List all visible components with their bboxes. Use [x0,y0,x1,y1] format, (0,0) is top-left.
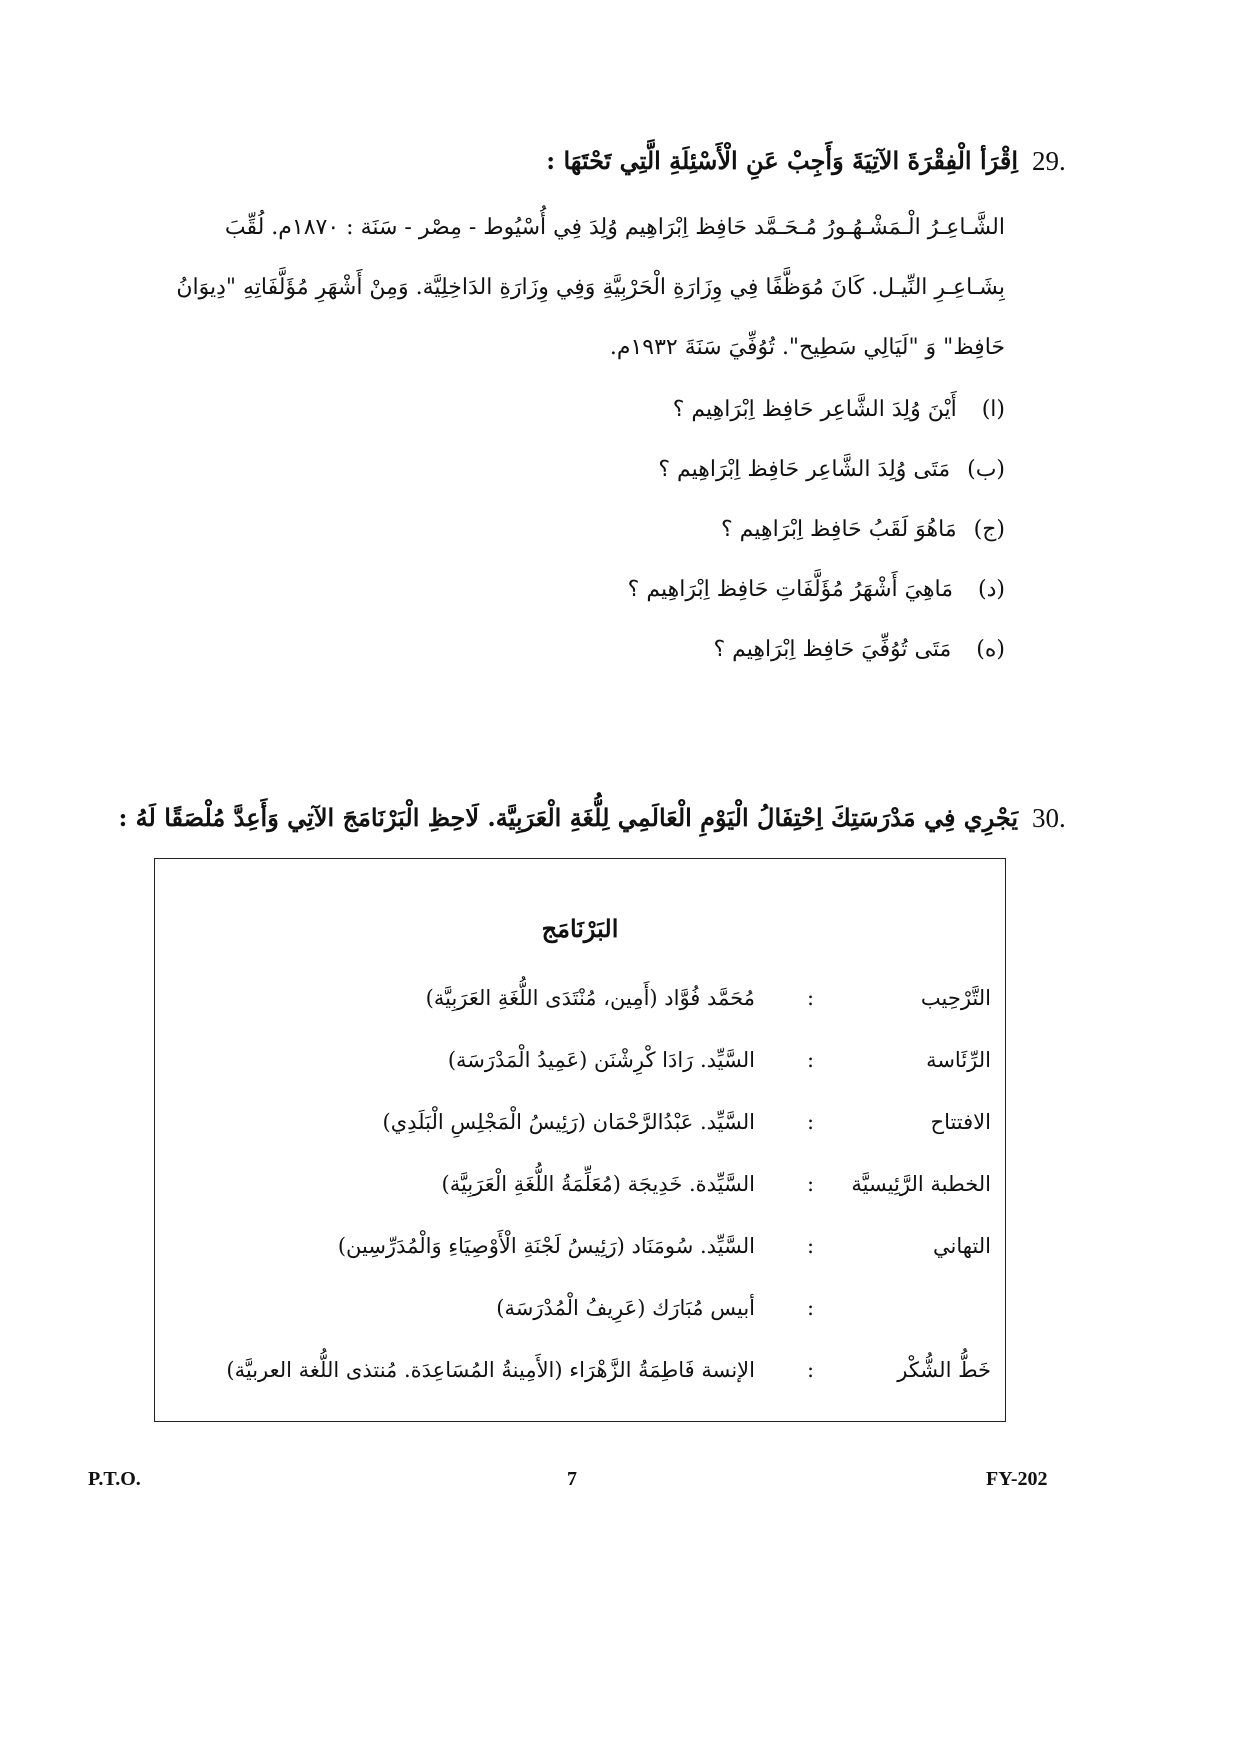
program-row [155,1172,1005,1212]
program-row-colon: : [807,1234,815,1258]
sub-question-label: (ه) [976,637,1005,662]
program-box [154,858,1006,1422]
question-29-instruction: اِقْرَأ الْفِقْرَةَ الآتِيَةَ وَأَجِبْ عَنِ الْأَسْئِلَةِ الَّتِي تَحْتَهَا : [546,146,1018,175]
question-30-instruction: يَجْرِي فِي مَدْرَسَتِكَ اِحْتِفَالُ الْيَوْمِ الْعَالَمِي لِلُّغَةِ الْعَرَبِيَّة. لَاحِظِ الْبَرْنَامَجَ الآتِي وَأَعِدَّ مُلْصَقًا لَهُ : [118,803,1018,832]
program-row-value: أبيس مُبَارَك (عَرِيفُ الْمُدْرَسَة) [496,1296,755,1320]
program-title: البَرْنَامَج [541,914,619,943]
program-row [155,1110,1005,1150]
paragraph-line: بِشَـاعِـرِ النِّيـل. كَانَ مُوَظَّفًا فِي وِزَارَةِ الْحَرْبِيَّةِ وَفِي وِزَارَةِ الدَاخِلِيَّة. وَمِنْ أَشْهَرِ مُؤَلَّفَاتِهِ "دِيوَانُ [176,275,1005,300]
program-row-value: السَّيِّد. رَادَا كْرِشْنَن (عَمِيدُ الْمَدْرَسَة) [447,1048,755,1072]
program-row-value: الإنسة فَاطِمَةُ الزَّهْرَاء (الأَمِينةُ المُسَاعِدَة. مُنتذى اللُّغة العربيَّة) [226,1358,755,1382]
sub-question-label: (ج) [973,517,1005,542]
sub-question-text: مَاهِيَ أَشْهَرُ مُؤَلَّفَاتِ حَافِظ اِبْرَاهِيم ؟ [627,577,954,602]
paragraph-line: حَافِظ" وَ "لَيَالِي سَطِيح". تُوُفِّيَ سَنَةَ ١٩٣٢م. [609,335,1005,360]
program-row-colon: : [807,1296,815,1320]
program-row-value: السَّيِّد. عَبْدُالرَّحْمَان (رَئِيسُ الْمَجْلِسِ الْبَلَدِي) [382,1110,755,1134]
program-row-colon: : [807,1110,815,1134]
program-row-label: التهاني [933,1234,991,1258]
paragraph-line: الشَّـاعِـرُ الْـمَشْـهُـورُ مُـحَـمَّد حَافِظ اِبْرَاهِيم وُلِدَ فِي أُسْيُوط - مِصْر - سَنَة : ١٨٧٠م. لُقِّبَ [224,215,1005,240]
sub-question-label: (ب) [967,457,1005,482]
question-29-sub-d [628,577,1005,602]
sub-question-text: أَيْنَ وُلِدَ الشَّاعِر حَافِظ اِبْرَاهِيم ؟ [672,397,957,422]
program-row-label: التَّرْحِيب [920,986,991,1010]
program-row-value: السَّيِّدة. خَدِيجَة (مُعَلِّمَةُ اللُّغَةِ الْعَرَبِيَّة) [441,1172,755,1196]
sub-question-text: مَاهُوَ لَقَبُ حَافِظ اِبْرَاهِيم ؟ [721,517,957,542]
question-30-number: 30. [1032,803,1066,833]
question-29-sub-a [673,397,1005,422]
sub-question-text: مَتَى تُوُفِّيَ حَافِظ اِبْرَاهِيم ؟ [713,637,952,662]
footer-paper-code: FY-202 [986,1468,1048,1490]
program-row [155,986,1005,1026]
program-row-label: الافتتاح [930,1110,991,1134]
footer-pto: P.T.O. [88,1468,141,1490]
question-29-sub-b [658,457,1005,482]
program-row-colon: : [807,1172,815,1196]
question-29-number: 29. [1032,146,1066,176]
sub-question-text: مَتَى وُلِدَ الشَّاعِر حَافِظ اِبْرَاهِيم ؟ [658,457,951,482]
sub-question-label: (ا) [981,397,1005,422]
program-row [155,1048,1005,1088]
program-row [155,1234,1005,1274]
program-row-label: الرِّئَاسة [926,1048,991,1072]
question-29-sub-e [713,637,1005,662]
question-29-sub-c [721,517,1005,542]
program-row-label: خَطُّ الشُّكْر [897,1358,991,1382]
program-row-value: مُحَمَّد فُوَّاد (أَمِين، مُنْتَدَى اللُّغَةِ العَرَبِيَّة) [425,986,755,1010]
program-row-colon: : [807,986,815,1010]
sub-question-label: (د) [978,577,1005,602]
program-row-value: السَّيِّد. سُومَنَاد (رَئِيسُ لَجْنَةِ الْأَوْصِيَاءِ وَالْمُدَرِّسِين) [337,1234,755,1258]
program-row [155,1358,1005,1398]
program-row-colon: : [807,1358,815,1382]
question-29-paragraph [153,205,1005,385]
program-row-label: الخطبة الرَّئِيسيَّة [851,1172,991,1196]
program-row [155,1296,1005,1336]
program-row-colon: : [807,1048,815,1072]
footer-page-number: 7 [567,1468,577,1490]
